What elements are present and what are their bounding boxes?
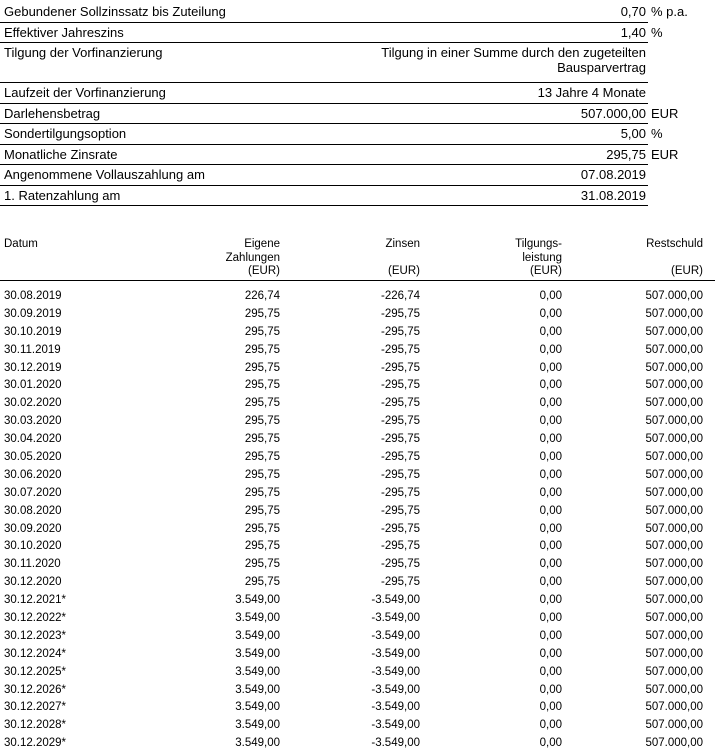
summary-unit: % p.a.: [651, 4, 688, 19]
cell-restschuld: 507.000,00: [645, 290, 703, 302]
summary-label: 1. Ratenzahlung am: [4, 187, 121, 203]
cell-tilgung: 0,00: [539, 594, 562, 607]
summary-value: 13 Jahre 4 Monate: [537, 85, 646, 100]
cell-tilgung: 0,00: [539, 647, 562, 660]
cell-restschuld: 507.000,00: [645, 665, 703, 678]
cell-tilgung: 0,00: [539, 451, 562, 464]
cell-restschuld: 507.000,00: [645, 594, 703, 607]
cell-zinsen: -295,75: [380, 415, 420, 428]
table-row: [0, 556, 715, 574]
cell-zinsen: -295,75: [380, 540, 420, 553]
cell-datum: 30.07.2020: [4, 486, 62, 499]
cell-restschuld: 507.000,00: [645, 612, 703, 625]
summary-label: Sondertilgungsoption: [4, 126, 127, 141]
cell-tilgung: 0,00: [539, 307, 562, 320]
cell-eigene-zahlungen: 3.549,00: [235, 612, 280, 625]
cell-zinsen: -3.549,00: [371, 665, 420, 678]
cell-zinsen: -295,75: [380, 486, 420, 499]
cell-restschuld: 507.000,00: [645, 433, 703, 446]
header-datum: Datum: [4, 238, 38, 250]
cell-tilgung: 0,00: [539, 415, 562, 428]
summary-row: [0, 145, 679, 166]
cell-zinsen: -295,75: [380, 379, 420, 392]
cell-datum: 30.11.2020: [4, 558, 61, 571]
cell-restschuld: 507.000,00: [645, 719, 703, 732]
header-restschuld: Restschuld (EUR): [646, 238, 703, 277]
summary-value: 5,00: [620, 126, 646, 141]
cell-eigene-zahlungen: 3.549,00: [235, 683, 280, 696]
cell-zinsen: -3.549,00: [371, 737, 420, 750]
summary-unit: EUR: [651, 146, 679, 162]
cell-datum: 30.08.2019: [4, 290, 62, 302]
cell-eigene-zahlungen: 295,75: [244, 379, 280, 392]
cell-restschuld: 507.000,00: [645, 504, 703, 517]
table-row: [0, 306, 715, 324]
cell-eigene-zahlungen: 295,75: [244, 451, 280, 464]
table-row: [0, 592, 715, 610]
cell-zinsen: -295,75: [380, 576, 420, 589]
table-row: [0, 735, 715, 753]
cell-tilgung: 0,00: [539, 343, 562, 356]
table-row: [0, 628, 715, 646]
cell-eigene-zahlungen: 3.549,00: [235, 719, 280, 732]
summary-row: [0, 186, 648, 207]
cell-restschuld: 507.000,00: [645, 647, 703, 660]
table-row: [0, 324, 715, 342]
cell-restschuld: 507.000,00: [645, 468, 703, 481]
cell-zinsen: -3.549,00: [371, 701, 420, 714]
table-row: [0, 717, 715, 735]
cell-eigene-zahlungen: 295,75: [244, 540, 280, 553]
cell-zinsen: -295,75: [380, 451, 420, 464]
cell-zinsen: -295,75: [380, 522, 420, 535]
cell-eigene-zahlungen: 295,75: [244, 576, 280, 589]
cell-eigene-zahlungen: 295,75: [244, 415, 280, 428]
table-row: [0, 431, 715, 449]
cell-zinsen: -295,75: [380, 433, 420, 446]
cell-tilgung: 0,00: [539, 737, 562, 750]
cell-restschuld: 507.000,00: [645, 451, 703, 464]
cell-datum: 30.12.2025*: [4, 665, 67, 678]
table-row: [0, 538, 715, 556]
cell-tilgung: 0,00: [539, 361, 562, 374]
cell-datum: 30.06.2020: [4, 468, 62, 481]
cell-tilgung: 0,00: [539, 397, 562, 410]
summary-value: [381, 45, 646, 75]
summary-label: Laufzeit der Vorfinanzierung: [4, 85, 166, 100]
cell-eigene-zahlungen: 295,75: [244, 486, 280, 499]
cell-datum: 30.12.2027*: [4, 701, 67, 714]
summary-row: [0, 104, 679, 125]
summary-value-line-1: Tilgung in einer Summe durch den zugeteilten: [381, 45, 646, 60]
cell-eigene-zahlungen: 295,75: [244, 504, 280, 517]
summary-unit: %: [651, 126, 663, 141]
repayment-table: [0, 238, 715, 753]
header-zinsen: Zinsen (EUR): [385, 238, 420, 277]
cell-eigene-zahlungen: 295,75: [244, 307, 280, 320]
table-row: [0, 413, 715, 431]
cell-zinsen: -295,75: [380, 468, 420, 481]
table-row: [0, 682, 715, 700]
cell-restschuld: 507.000,00: [645, 486, 703, 499]
cell-restschuld: 507.000,00: [645, 343, 703, 356]
cell-zinsen: -3.549,00: [371, 683, 420, 696]
loan-summary: [0, 2, 715, 206]
cell-datum: 30.09.2020: [4, 522, 62, 535]
summary-label: Darlehensbetrag: [4, 105, 101, 121]
cell-tilgung: 0,00: [539, 504, 562, 517]
cell-datum: 30.01.2020: [4, 379, 62, 392]
cell-tilgung: 0,00: [539, 701, 562, 714]
cell-datum: 30.10.2019: [4, 325, 62, 338]
cell-datum: 30.12.2026*: [4, 683, 67, 696]
cell-datum: 30.12.2029*: [4, 737, 67, 750]
cell-zinsen: -3.549,00: [371, 612, 420, 625]
cell-tilgung: 0,00: [539, 379, 562, 392]
cell-datum: 30.05.2020: [4, 451, 62, 464]
cell-tilgung: 0,00: [539, 325, 562, 338]
table-row: [0, 521, 715, 539]
cell-zinsen: -295,75: [380, 361, 420, 374]
cell-tilgung: 0,00: [539, 433, 562, 446]
cell-restschuld: 507.000,00: [645, 629, 703, 642]
cell-restschuld: 507.000,00: [645, 325, 703, 338]
cell-eigene-zahlungen: 3.549,00: [235, 665, 280, 678]
cell-eigene-zahlungen: 295,75: [244, 397, 280, 410]
summary-label: Angenommene Vollauszahlung am: [4, 167, 205, 182]
cell-zinsen: -295,75: [380, 558, 420, 571]
cell-eigene-zahlungen: 295,75: [244, 433, 280, 446]
cell-restschuld: 507.000,00: [645, 683, 703, 696]
summary-value: 507.000,00: [580, 105, 646, 121]
table-row: [0, 610, 715, 628]
summary-value: 1,40: [620, 24, 646, 40]
summary-value: 07.08.2019: [580, 167, 646, 182]
table-body: [0, 281, 715, 753]
cell-restschuld: 507.000,00: [645, 522, 703, 535]
cell-datum: 30.10.2020: [4, 540, 62, 553]
cell-restschuld: 507.000,00: [645, 397, 703, 410]
summary-value: 31.08.2019: [580, 187, 646, 203]
cell-zinsen: -3.549,00: [371, 594, 420, 607]
summary-row: [0, 23, 663, 44]
summary-row: [0, 124, 663, 145]
table-row: [0, 574, 715, 592]
cell-datum: 30.12.2022*: [4, 612, 67, 625]
cell-eigene-zahlungen: 3.549,00: [235, 594, 280, 607]
summary-value: 0,70: [620, 4, 646, 19]
summary-label: Monatliche Zinsrate: [4, 146, 118, 162]
cell-eigene-zahlungen: 3.549,00: [235, 647, 280, 660]
summary-unit: %: [651, 24, 663, 40]
cell-zinsen: -3.549,00: [371, 719, 420, 732]
cell-restschuld: 507.000,00: [645, 379, 703, 392]
cell-tilgung: 0,00: [539, 540, 562, 553]
cell-datum: 30.11.2019: [4, 343, 61, 356]
cell-restschuld: 507.000,00: [645, 701, 703, 714]
cell-datum: 30.03.2020: [4, 415, 62, 428]
cell-zinsen: -295,75: [380, 343, 420, 356]
cell-eigene-zahlungen: 295,75: [244, 522, 280, 535]
cell-restschuld: 507.000,00: [645, 737, 703, 750]
table-row: [0, 467, 715, 485]
table-row: [0, 395, 715, 413]
cell-tilgung: 0,00: [539, 468, 562, 481]
cell-zinsen: -3.549,00: [371, 647, 420, 660]
cell-eigene-zahlungen: 295,75: [244, 361, 280, 374]
cell-eigene-zahlungen: 226,74: [244, 290, 280, 302]
summary-row: [0, 2, 688, 23]
cell-zinsen: -226,74: [380, 290, 420, 302]
cell-restschuld: 507.000,00: [645, 415, 703, 428]
cell-tilgung: 0,00: [539, 719, 562, 732]
cell-restschuld: 507.000,00: [645, 540, 703, 553]
cell-eigene-zahlungen: 295,75: [244, 325, 280, 338]
cell-zinsen: -295,75: [380, 504, 420, 517]
cell-datum: 30.09.2019: [4, 307, 62, 320]
cell-eigene-zahlungen: 295,75: [244, 558, 280, 571]
table-row: [0, 485, 715, 503]
cell-datum: 30.04.2020: [4, 433, 62, 446]
cell-datum: 30.12.2020: [4, 576, 62, 589]
summary-unit: EUR: [651, 105, 679, 121]
cell-zinsen: -295,75: [380, 307, 420, 320]
cell-zinsen: -295,75: [380, 397, 420, 410]
cell-restschuld: 507.000,00: [645, 558, 703, 571]
cell-eigene-zahlungen: 295,75: [244, 468, 280, 481]
table-row: [0, 664, 715, 682]
table-row: [0, 503, 715, 521]
cell-eigene-zahlungen: 3.549,00: [235, 737, 280, 750]
cell-datum: 30.12.2028*: [4, 719, 67, 732]
cell-tilgung: 0,00: [539, 522, 562, 535]
summary-row: [0, 165, 648, 186]
summary-value-line-2: Bausparvertrag: [557, 60, 646, 75]
summary-label: Tilgung der Vorfinanzierung: [4, 45, 163, 60]
cell-zinsen: -3.549,00: [371, 629, 420, 642]
table-row: [0, 449, 715, 467]
cell-tilgung: 0,00: [539, 629, 562, 642]
cell-tilgung: 0,00: [539, 665, 562, 678]
cell-tilgung: 0,00: [539, 576, 562, 589]
cell-eigene-zahlungen: 295,75: [244, 343, 280, 356]
summary-row: [0, 83, 648, 104]
table-row: [0, 646, 715, 664]
cell-eigene-zahlungen: 3.549,00: [235, 629, 280, 642]
table-row: [0, 288, 715, 306]
cell-datum: 30.12.2024*: [4, 647, 67, 660]
table-row: [0, 360, 715, 378]
cell-datum: 30.12.2023*: [4, 629, 67, 642]
header-eigene-zahlungen: Eigene Zahlungen (EUR): [225, 238, 280, 277]
table-row: [0, 342, 715, 360]
table-row: [0, 699, 715, 717]
cell-zinsen: -295,75: [380, 325, 420, 338]
table-row: [0, 377, 715, 395]
cell-datum: 30.12.2021*: [4, 594, 67, 607]
cell-restschuld: 507.000,00: [645, 307, 703, 320]
cell-tilgung: 0,00: [539, 558, 562, 571]
cell-tilgung: 0,00: [539, 683, 562, 696]
cell-tilgung: 0,00: [539, 486, 562, 499]
summary-value: 295,75: [606, 146, 646, 162]
header-tilgungsleistung: Tilgungs- leistung (EUR): [515, 238, 562, 277]
table-header: [0, 238, 715, 281]
summary-label: Gebundener Sollzinssatz bis Zuteilung: [4, 4, 226, 19]
cell-datum: 30.08.2020: [4, 504, 62, 517]
summary-row: [0, 43, 648, 83]
cell-restschuld: 507.000,00: [645, 361, 703, 374]
cell-datum: 30.12.2019: [4, 361, 62, 374]
cell-restschuld: 507.000,00: [645, 576, 703, 589]
cell-tilgung: 0,00: [539, 612, 562, 625]
cell-eigene-zahlungen: 3.549,00: [235, 701, 280, 714]
summary-label: Effektiver Jahreszins: [4, 24, 124, 40]
cell-tilgung: 0,00: [539, 290, 562, 302]
cell-datum: 30.02.2020: [4, 397, 62, 410]
